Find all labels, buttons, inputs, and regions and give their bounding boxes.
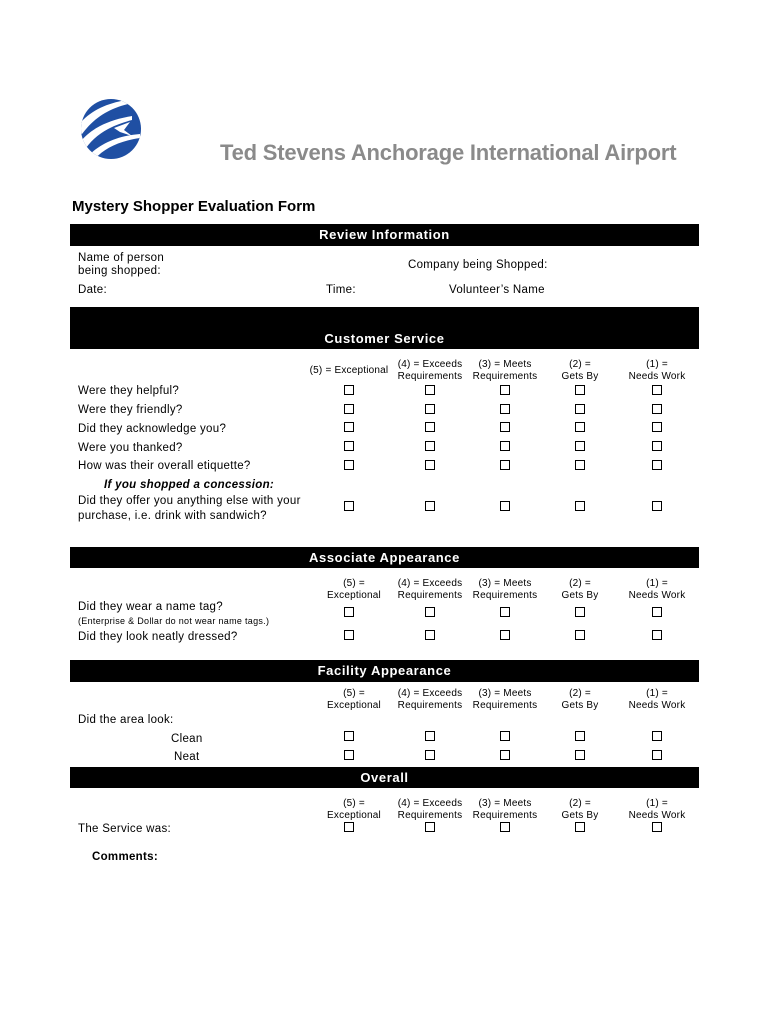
aa-header-exceptional-line2: Exceptional: [327, 590, 381, 601]
customer-service-row5-rating4-checkbox[interactable]: [425, 460, 435, 470]
customer-service-row6-rating4-checkbox[interactable]: [425, 501, 435, 511]
customer-service-row4-rating5-checkbox[interactable]: [344, 441, 354, 451]
facility-appearance-row1-rating2-checkbox[interactable]: [575, 731, 585, 741]
question-offer-line1: Did they offer you anything else with your: [78, 495, 301, 507]
facility-appearance-row1-rating5-checkbox[interactable]: [344, 731, 354, 741]
aa-header-needs-work: [629, 578, 686, 602]
fa-header-meets-line1: (3) = Meets: [478, 688, 532, 699]
aa-header-exceeds-line1: (4) = Exceeds: [397, 578, 463, 589]
aa-header-exceptional-line1: (5) =: [343, 578, 365, 589]
customer-service-row3-rating3-checkbox[interactable]: [500, 422, 510, 432]
facility-appearance-row1-rating4-checkbox[interactable]: [425, 731, 435, 741]
aa-header-gets-by: [562, 578, 599, 602]
header-meets-line2: Requirements: [472, 371, 538, 382]
name-label-line2: being shopped:: [78, 265, 161, 277]
customer-service-row3-rating5-checkbox[interactable]: [344, 422, 354, 432]
associate-appearance-row2-rating2-checkbox[interactable]: [575, 630, 585, 640]
customer-service-row6-rating3-checkbox[interactable]: [500, 501, 510, 511]
overall-row1-rating4-checkbox[interactable]: [425, 822, 435, 832]
fa-header-meets: [473, 688, 538, 712]
customer-service-row2-rating1-checkbox[interactable]: [652, 404, 662, 414]
aa-header-exceeds: [398, 578, 463, 602]
customer-service-row6-rating1-checkbox[interactable]: [652, 501, 662, 511]
overall-bar: Overall: [70, 767, 699, 788]
name-tag-note: (Enterprise & Dollar do not wear name tags.): [78, 616, 270, 626]
ov-header-meets-line1: (3) = Meets: [478, 798, 532, 809]
aa-header-exceptional: [327, 578, 381, 602]
volunteer-name-label: Volunteer’s Name: [449, 284, 545, 296]
header-exceeds-line2: Requirements: [397, 371, 463, 382]
fa-header-gets-by: [562, 688, 599, 712]
header-meets-line1: (3) = Meets: [478, 359, 532, 370]
associate-appearance-row1-rating3-checkbox[interactable]: [500, 607, 510, 617]
customer-service-row5-rating1-checkbox[interactable]: [652, 460, 662, 470]
associate-appearance-row1-rating2-checkbox[interactable]: [575, 607, 585, 617]
header-needs-work-line1: (1) =: [646, 359, 668, 370]
fa-header-needs-work-line1: (1) =: [646, 688, 668, 699]
facility-appearance-row2-rating4-checkbox[interactable]: [425, 750, 435, 760]
aa-header-needs-work-line1: (1) =: [646, 578, 668, 589]
header-gets-by: [562, 359, 599, 383]
ov-header-exceptional-line2: Exceptional: [327, 810, 381, 821]
customer-service-row1-rating3-checkbox[interactable]: [500, 385, 510, 395]
customer-service-row3-rating2-checkbox[interactable]: [575, 422, 585, 432]
customer-service-row5-rating5-checkbox[interactable]: [344, 460, 354, 470]
time-label: Time:: [326, 284, 356, 296]
associate-appearance-row2-rating5-checkbox[interactable]: [344, 630, 354, 640]
customer-service-row1-rating4-checkbox[interactable]: [425, 385, 435, 395]
review-information-bar: Review Information: [70, 224, 699, 246]
header-exceptional: (5) = Exceptional: [309, 365, 389, 376]
associate-appearance-row2-rating3-checkbox[interactable]: [500, 630, 510, 640]
ov-header-meets-line2: Requirements: [472, 810, 538, 821]
form-title: Mystery Shopper Evaluation Form: [72, 198, 316, 215]
customer-service-row2-rating4-checkbox[interactable]: [425, 404, 435, 414]
overall-row1-rating2-checkbox[interactable]: [575, 822, 585, 832]
associate-appearance-row1-rating5-checkbox[interactable]: [344, 607, 354, 617]
overall-row1-rating3-checkbox[interactable]: [500, 822, 510, 832]
facility-appearance-row1-rating3-checkbox[interactable]: [500, 731, 510, 741]
customer-service-row5-rating3-checkbox[interactable]: [500, 460, 510, 470]
aa-header-gets-by-line1: (2) =: [569, 578, 591, 589]
associate-appearance-row1-rating4-checkbox[interactable]: [425, 607, 435, 617]
fa-header-gets-by-line2: Gets By: [561, 700, 599, 711]
customer-service-row6-rating5-checkbox[interactable]: [344, 501, 354, 511]
area-look-label: Did the area look:: [78, 714, 174, 726]
customer-service-row3-rating1-checkbox[interactable]: [652, 422, 662, 432]
question-clean: Clean: [171, 733, 203, 745]
question-helpful: Were they helpful?: [78, 385, 180, 397]
fa-header-exceeds-line2: Requirements: [397, 700, 463, 711]
question-etiquette: How was their overall etiquette?: [78, 460, 251, 472]
fa-header-needs-work: [629, 688, 686, 712]
customer-service-row6-rating2-checkbox[interactable]: [575, 501, 585, 511]
overall-row1-rating5-checkbox[interactable]: [344, 822, 354, 832]
date-label: Date:: [78, 284, 107, 296]
header-needs-work-line2: Needs Work: [628, 371, 686, 382]
facility-appearance-row2-rating2-checkbox[interactable]: [575, 750, 585, 760]
aa-header-exceeds-line2: Requirements: [397, 590, 463, 601]
customer-service-row1-rating1-checkbox[interactable]: [652, 385, 662, 395]
ov-header-gets-by: [562, 798, 599, 822]
facility-appearance-row2-rating5-checkbox[interactable]: [344, 750, 354, 760]
customer-service-row1-rating2-checkbox[interactable]: [575, 385, 585, 395]
aa-header-meets: [473, 578, 538, 602]
question-neat: Neat: [174, 751, 200, 763]
fa-header-exceptional: [327, 688, 381, 712]
header-gets-by-line2: Gets By: [561, 371, 599, 382]
facility-appearance-row2-rating1-checkbox[interactable]: [652, 750, 662, 760]
fa-header-meets-line2: Requirements: [472, 700, 538, 711]
question-offer-line2: purchase, i.e. drink with sandwich?: [78, 510, 267, 522]
ov-header-gets-by-line2: Gets By: [561, 810, 599, 821]
header-meets: [473, 359, 538, 383]
associate-appearance-bar: Associate Appearance: [70, 547, 699, 568]
header-exceeds: [398, 359, 463, 383]
facility-appearance-bar: Facility Appearance: [70, 660, 699, 682]
header-exceeds-line1: (4) = Exceeds: [397, 359, 463, 370]
overall-row1-rating1-checkbox[interactable]: [652, 822, 662, 832]
customer-service-row4-rating1-checkbox[interactable]: [652, 441, 662, 451]
customer-service-row4-rating2-checkbox[interactable]: [575, 441, 585, 451]
aa-header-meets-line1: (3) = Meets: [478, 578, 532, 589]
aa-header-needs-work-line2: Needs Work: [628, 590, 686, 601]
question-friendly: Were they friendly?: [78, 404, 183, 416]
aa-header-gets-by-line2: Gets By: [561, 590, 599, 601]
question-name-tag: Did they wear a name tag?: [78, 601, 223, 613]
customer-service-row3-rating4-checkbox[interactable]: [425, 422, 435, 432]
fa-header-exceeds: [398, 688, 463, 712]
ov-header-exceptional-line1: (5) =: [343, 798, 365, 809]
header-gets-by-line1: (2) =: [569, 359, 591, 370]
customer-service-row4-rating3-checkbox[interactable]: [500, 441, 510, 451]
airport-logo-icon: [80, 98, 142, 160]
fa-header-exceeds-line1: (4) = Exceeds: [397, 688, 463, 699]
customer-service-row1-rating5-checkbox[interactable]: [344, 385, 354, 395]
associate-appearance-row2-rating4-checkbox[interactable]: [425, 630, 435, 640]
question-acknowledge: Did they acknowledge you?: [78, 423, 227, 435]
fa-header-gets-by-line1: (2) =: [569, 688, 591, 699]
customer-service-bar: Customer Service: [70, 307, 699, 349]
comments-label: Comments:: [92, 851, 158, 863]
customer-service-row2-rating5-checkbox[interactable]: [344, 404, 354, 414]
customer-service-row2-rating3-checkbox[interactable]: [500, 404, 510, 414]
ov-header-exceeds: [398, 798, 463, 822]
question-thanked: Were you thanked?: [78, 442, 183, 454]
ov-header-exceeds-line1: (4) = Exceeds: [397, 798, 463, 809]
customer-service-row5-rating2-checkbox[interactable]: [575, 460, 585, 470]
name-label-line1: Name of person: [78, 252, 165, 264]
ov-header-gets-by-line1: (2) =: [569, 798, 591, 809]
ov-header-needs-work-line2: Needs Work: [628, 810, 686, 821]
fa-header-needs-work-line2: Needs Work: [628, 700, 686, 711]
ov-header-needs-work-line1: (1) =: [646, 798, 668, 809]
associate-appearance-row1-rating1-checkbox[interactable]: [652, 607, 662, 617]
ov-header-needs-work: [629, 798, 686, 822]
question-service-was: The Service was:: [78, 823, 171, 835]
ov-header-exceeds-line2: Requirements: [397, 810, 463, 821]
fa-header-exceptional-line1: (5) =: [343, 688, 365, 699]
customer-service-row4-rating4-checkbox[interactable]: [425, 441, 435, 451]
aa-header-meets-line2: Requirements: [472, 590, 538, 601]
ov-header-meets: [473, 798, 538, 822]
concession-heading: If you shopped a concession:: [104, 479, 275, 491]
header-needs-work: [629, 359, 686, 383]
question-neatly-dressed: Did they look neatly dressed?: [78, 631, 238, 643]
ov-header-exceptional: [327, 798, 381, 822]
facility-appearance-row2-rating3-checkbox[interactable]: [500, 750, 510, 760]
customer-service-row2-rating2-checkbox[interactable]: [575, 404, 585, 414]
associate-appearance-row2-rating1-checkbox[interactable]: [652, 630, 662, 640]
facility-appearance-row1-rating1-checkbox[interactable]: [652, 731, 662, 741]
company-label: Company being Shopped:: [408, 259, 548, 271]
airport-title: Ted Stevens Anchorage International Airport: [220, 140, 677, 165]
fa-header-exceptional-line2: Exceptional: [327, 700, 381, 711]
